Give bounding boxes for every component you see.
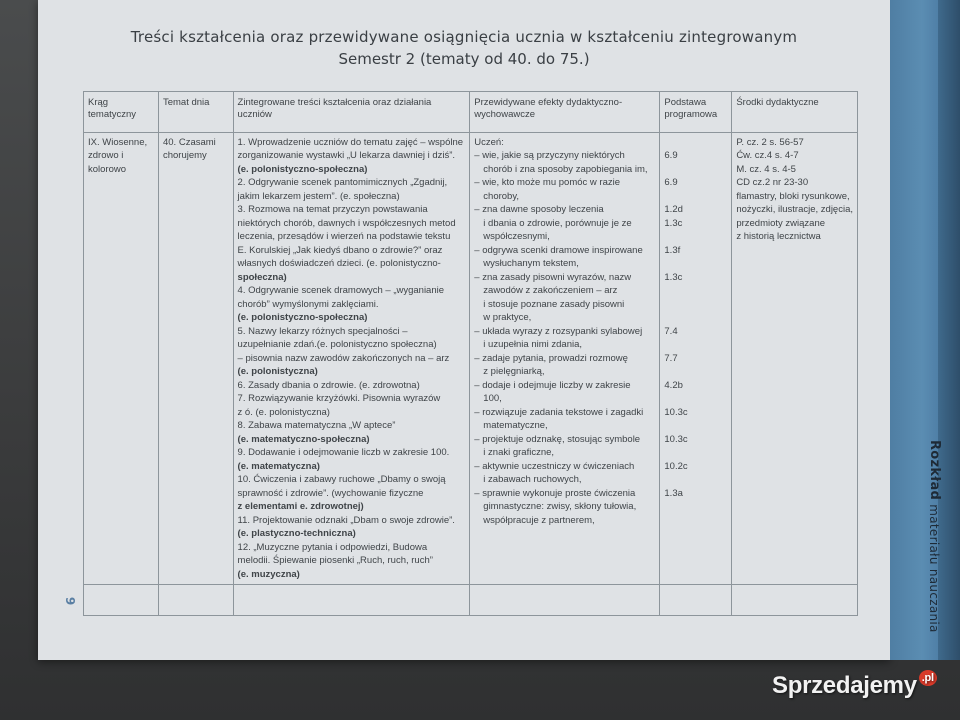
tresci-line: (e. polonistyczna) (237, 366, 318, 378)
tresci-line: 8. Zabawa matematyczna „W aptece” (237, 420, 396, 432)
cell-podstawa (660, 133, 732, 585)
tresci-line: (e. polonistyczno-społeczna) (237, 312, 368, 324)
efekty-line: matematyczne, (483, 420, 548, 432)
podstawa-spacer (664, 365, 727, 378)
srodki-line: CD cz.2 nr 23-30 (736, 177, 809, 189)
srodki-line: M. cz. 4 s. 4-5 (736, 163, 796, 175)
efekty-line: zawodów z zakończeniem – arz (483, 285, 618, 297)
tresci-line: 5. Nazwy lekarzy różnych specjalności – (237, 325, 408, 337)
cell-efekty (470, 133, 660, 585)
efekty-line: – zna zasady pisowni wyrazów, nazw (474, 271, 632, 283)
table-header-row (84, 92, 858, 133)
tresci-line: niektórych chorób, dawnych i współczesnych metod (237, 217, 456, 229)
table-row (84, 133, 858, 585)
tresci-line: chorób” wymyślonymi zaklęciami. (237, 298, 379, 310)
efekty-line: i dbania o zdrowie, porównuje je ze (483, 217, 632, 229)
tresci-line: 4. Odgrywanie scenek dramowych – „wyganianie (237, 285, 445, 297)
efekty-line: choroby, (483, 190, 520, 202)
header-podstawa: Podstawa programowa (660, 92, 732, 133)
efekty-line: – projektuje odznakę, stosując symbole (474, 433, 641, 445)
faded-cell (660, 584, 732, 615)
tresci-line: 7. Rozwiązywanie krzyżówki. Pisownia wyrazów (237, 393, 441, 405)
curriculum-table-wrap (83, 91, 858, 611)
podstawa-spacer (664, 311, 727, 324)
tresci-line: społeczna) (237, 271, 287, 283)
curriculum-table (83, 91, 858, 616)
table-row-faded (84, 584, 858, 615)
efekty-line: współczesnymi, (483, 231, 550, 243)
watermark-tld: .pl (919, 670, 937, 686)
efekty-line: w praktyce, (483, 312, 532, 324)
efekty-line: – wie, jakie są przyczyny niektórych (474, 150, 625, 162)
page-subtitle: Semestr 2 (tematy od 40. do 75.) (338, 50, 590, 68)
efekty-line: gimnastyczne: zwisy, skłony tułowia, (483, 501, 637, 513)
podstawa-code: 6.9 (664, 177, 678, 189)
tresci-line: E. Korulskiej „Jak kiedyś dbano o zdrowie?” oraz (237, 244, 443, 256)
tresci-line: 11. Projektowanie odznaki „Dbam o swoje zdrowie”. (237, 514, 455, 526)
efekty-line: z pielęgniarką, (483, 366, 545, 378)
tresci-line: z ó. (e. polonistyczna) (237, 406, 330, 418)
side-label-rest: materiału nauczania (927, 500, 941, 633)
podstawa-spacer (664, 419, 727, 432)
efekty-line: – rozwiązuje zadania tekstowe i zagadki (474, 406, 644, 418)
efekty-line: Uczeń: (474, 137, 504, 148)
tresci-line: 1. Wprowadzenie uczniów do tematu zajęć – wspólne (237, 137, 464, 148)
srodki-line: przedmioty związane (736, 217, 826, 229)
efekty-line: – wie, kto może mu pomóc w razie (474, 177, 621, 189)
efekty-line: wysłuchanym tekstem, (483, 258, 579, 270)
tresci-line: uzupełnianie zdań.(e. polonistyczno społeczna) (237, 339, 437, 351)
tresci-line: 12. „Muzyczne pytania i odpowiedzi, Budowa (237, 541, 428, 553)
watermark-brand: Sprzedajemy (772, 672, 917, 699)
faded-cell (732, 584, 858, 615)
tresci-line: melodii. Śpiewanie piosenki „Ruch, ruch, ruch” (237, 555, 433, 567)
podstawa-code: 10.3c (664, 406, 688, 418)
cell-srodki (732, 133, 858, 585)
header-krag: Krąg tematyczny (84, 92, 159, 133)
faded-cell (84, 584, 159, 615)
tresci-line: 9. Dodawanie i odejmowanie liczb w zakresie 100. (237, 447, 450, 459)
podstawa-code: 10.2c (664, 460, 688, 472)
tresci-line: 6. Zasady dbania o zdrowie. (e. zdrowotna) (237, 379, 420, 391)
cell-krag: IX. Wiosenne, zdrowo i kolorowo (84, 133, 159, 585)
podstawa-spacer (664, 473, 727, 486)
cell-tresci (233, 133, 470, 585)
tresci-line: (e. muzyczna) (237, 568, 300, 580)
srodki-line: z historią lecznictwa (736, 231, 821, 243)
efekty-line: – sprawnie wykonuje proste ćwiczenia (474, 487, 636, 499)
srodki-line: flamastry, bloki rysunkowe, (736, 190, 850, 202)
efekty-line: – aktywnie uczestniczy w ćwiczeniach (474, 460, 635, 472)
podstawa-spacer (664, 136, 727, 149)
tresci-line: zorganizowanie wystawki „U lekarza dawniej i dziś”. (237, 150, 456, 162)
podstawa-spacer (664, 163, 727, 176)
tresci-line: (e. matematyczna) (237, 460, 320, 472)
srodki-line: nożyczki, ilustracje, zdjęcia, (736, 204, 853, 216)
efekty-line: – zadaje pytania, prowadzi rozmowę (474, 352, 628, 364)
tresci-line: leczenia, przesądów i wierzeń na podstawie tekstu (237, 231, 451, 243)
faded-cell (470, 584, 660, 615)
srodki-line: Ćw. cz.4 s. 4-7 (736, 150, 799, 162)
side-label (902, 440, 942, 640)
efekty-line: współpracuje z partnerem, (483, 514, 595, 526)
podstawa-code: 10.3c (664, 433, 688, 445)
podstawa-spacer (664, 338, 727, 351)
srodki-line: P. cz. 2 s. 56-57 (736, 137, 804, 148)
podstawa-code: 7.7 (664, 352, 678, 364)
header-efekty: Przewidywane efekty dydaktyczno-wychowawcze (470, 92, 660, 133)
faded-cell (233, 584, 470, 615)
header-temat: Temat dnia (158, 92, 233, 133)
podstawa-spacer (664, 230, 727, 243)
efekty-line: – odgrywa scenki dramowe inspirowane (474, 244, 643, 256)
podstawa-code: 1.3c (664, 271, 683, 283)
podstawa-spacer (664, 392, 727, 405)
watermark-logo (772, 672, 937, 700)
efekty-line: i stosuje poznane zasady pisowni (483, 298, 625, 310)
efekty-line: – zna dawne sposoby leczenia (474, 204, 604, 216)
efekty-line: chorób i zna sposoby zapobiegania im, (483, 163, 648, 175)
tresci-line: (e. plastyczno-techniczna) (237, 528, 356, 540)
tresci-line: (e. matematyczno-społeczna) (237, 433, 370, 445)
podstawa-code: 1.2d (664, 204, 683, 216)
podstawa-spacer (664, 298, 727, 311)
podstawa-code: 1.3c (664, 217, 683, 229)
efekty-line: i zabawach ruchowych, (483, 474, 582, 486)
tresci-line: z elementami e. zdrowotnej) (237, 501, 364, 513)
faded-cell (158, 584, 233, 615)
podstawa-code: 4.2b (664, 379, 683, 391)
cell-temat: 40. Czasami chorujemy (158, 133, 233, 585)
podstawa-code: 6.9 (664, 150, 678, 162)
tresci-line: 3. Rozmowa na temat przyczyn powstawania (237, 204, 428, 216)
efekty-line: i uzupełnia nimi zdania, (483, 339, 583, 351)
tresci-line: – pisownia nazw zawodów zakończonych na – arz (237, 352, 450, 364)
efekty-line: – układa wyrazy z rozsypanki sylabowej (474, 325, 643, 337)
tresci-line: (e. polonistyczno-społeczna) (237, 163, 368, 175)
efekty-line: 100, (483, 393, 502, 405)
efekty-line: i znaki graficzne, (483, 447, 555, 459)
tresci-line: 10. Ćwiczenia i zabawy ruchowe „Dbamy o swoją (237, 474, 446, 486)
podstawa-spacer (664, 257, 727, 270)
tresci-line: własnych doświadczeń dzieci. (e. polonistyczno- (237, 258, 441, 270)
podstawa-code: 1.3f (664, 244, 681, 256)
tresci-line: 2. Odgrywanie scenek pantomimicznych „Zgadnij, (237, 177, 448, 189)
tresci-line: sprawność i zdrowie”. (wychowanie fizyczne (237, 487, 424, 499)
podstawa-spacer (664, 284, 727, 297)
podstawa-code: 7.4 (664, 325, 678, 337)
podstawa-code: 1.3a (664, 487, 683, 499)
tresci-line: jakim lekarzem jestem”. (e. społeczna) (237, 190, 400, 202)
page-title: Treści kształcenia oraz przewidywane osiągnięcia ucznia w kształceniu zintegrowanym (130, 28, 798, 46)
page-number: 9 (63, 596, 78, 606)
header-srodki: Środki dydaktyczne (732, 92, 858, 133)
efekty-line: – dodaje i odejmuje liczby w zakresie (474, 379, 631, 391)
podstawa-spacer (664, 446, 727, 459)
header-tresci: Zintegrowane treści kształcenia oraz działania uczniów (233, 92, 470, 133)
podstawa-spacer (664, 190, 727, 203)
side-label-bold: Rozkład (927, 440, 942, 501)
